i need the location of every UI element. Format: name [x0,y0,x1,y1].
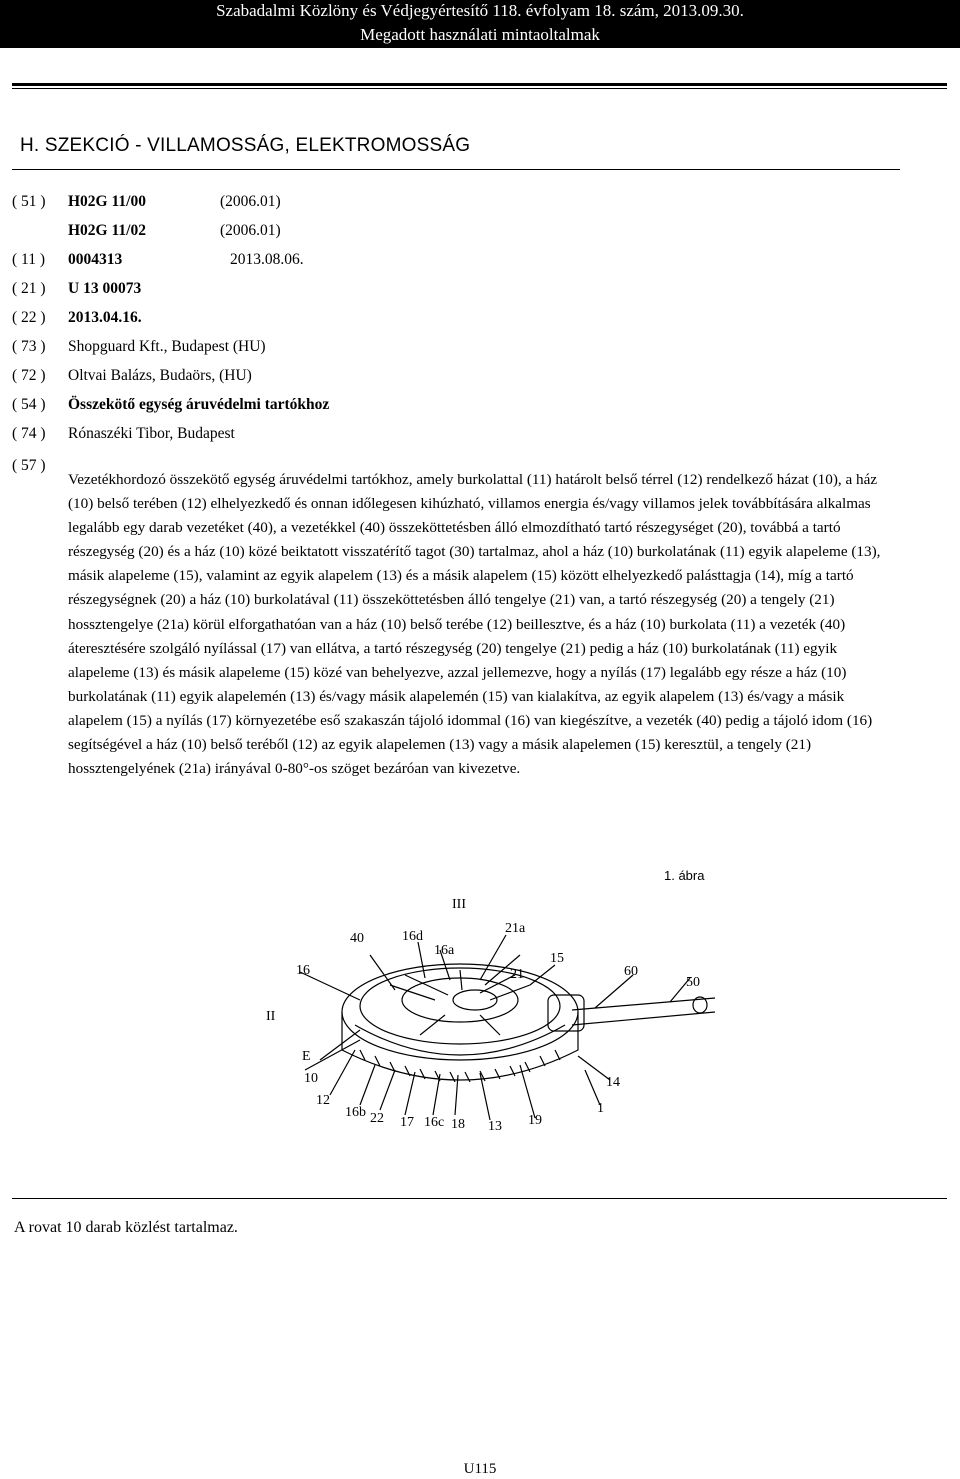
bottom-rule [12,1198,947,1199]
registration-date: 2013.08.06. [230,251,304,268]
representative: Rónaszéki Tibor, Budapest [68,425,235,442]
label-40: 40 [350,931,364,946]
field-code: ( 11 ) [12,251,45,268]
holder: Shopguard Kft., Budapest (HU) [68,338,266,355]
journal-subtitle: Megadott használati mintaoltalmak [360,25,600,44]
field-code: ( 73 ) [12,338,46,355]
footer-note: A rovat 10 darab közlést tartalmaz. [14,1219,238,1236]
field-code: ( 22 ) [12,309,46,326]
label-16c: 16c [424,1115,445,1130]
label-15: 15 [550,951,564,966]
section-title: H. SZEKCIÓ - VILLAMOSSÁG, ELEKTROMOSSÁG [20,135,471,156]
label-14: 14 [606,1075,620,1090]
label-17: 17 [400,1115,414,1130]
field-51-second [12,221,281,241]
label-60: 60 [624,964,638,979]
label-10: 10 [304,1071,318,1086]
label-16d: 16d [402,929,423,944]
title: Összekötő egység áruvédelmi tartókhoz [68,396,330,413]
page-header [0,0,960,48]
field-74 [12,424,235,444]
patent-drawing [200,860,720,1140]
filing-date: 2013.04.16. [68,309,142,326]
label-19: 19 [528,1113,542,1128]
header-rule-thick [12,83,947,86]
field-54 [12,395,330,415]
field-51 [12,192,281,212]
section-rule [12,169,900,170]
label-18: 18 [451,1117,465,1132]
label-III: III [452,897,466,912]
field-code: ( 74 ) [12,425,46,442]
field-code: ( 54 ) [12,396,46,413]
label-12: 12 [316,1093,330,1108]
journal-title: Szabadalmi Közlöny és Védjegyértesítő 118. évfolyam 18. szám, 2013.09.30. [216,1,744,20]
field-code: ( 57 ) [12,457,46,474]
header-rule-thin [12,88,947,89]
label-16: 16 [296,963,310,978]
ipc-class: H02G 11/02 [68,222,146,239]
ipc-version: (2006.01) [220,193,281,210]
label-16a: 16a [434,943,455,958]
figure-caption: 1. ábra [664,868,705,883]
field-72 [12,366,252,386]
field-21 [12,279,142,299]
abstract [68,468,896,781]
label-21: 21 [510,967,524,982]
field-22 [12,308,142,328]
label-E: E [302,1049,311,1064]
ipc-version: (2006.01) [220,222,281,239]
page-number: U115 [463,1461,497,1477]
label-13: 13 [488,1119,502,1134]
housing-inner [360,968,560,1044]
label-1: 1 [597,1101,604,1116]
field-code: ( 21 ) [12,280,46,297]
registration-number: 0004313 [68,251,123,268]
field-57 [12,456,68,476]
label-21a: 21a [505,921,526,936]
label-50: 50 [686,975,700,990]
inventor: Oltvai Balázs, Budaörs, (HU) [68,367,252,384]
field-73 [12,337,266,357]
field-code: ( 72 ) [12,367,46,384]
field-11 [12,250,304,270]
field-code: ( 51 ) [12,193,46,210]
label-16b: 16b [345,1105,366,1120]
label-22: 22 [370,1111,384,1126]
abstract-text: Vezetékhordozó összekötő egység áruvédelmi tartókhoz, amely burkolattal (11) határolt belső térrel (12) rendelkező házat (10), a ház (10) belső terében (12) elhelyezkedő és onnan időlegesen kihúzható, villamos energia és/vagy villamos jelek továbbítására alkalmas legalább egy darab vezetéket (40), a vezetékkel (40) összeköttetésben álló elmozdítható tartó részegységet (20), továbbá a tartó részegység (20) és a ház (10) közé beiktatott visszatérítő tagot (30) tartalmaz, ahol a ház (10) burkolatának (11) egyik alapeleme (13), másik alapeleme (15), valamint az egyik alapelem (13) és a másik alapelem (15) között elhelyezkedő palásttagja (14), míg a tartó részegységnek (20) a ház (10) burkolatával (11) összeköttetésben álló tengelye (21) van, a tartó részegység (20) a tengely (21) hossztengelye (21a) körül elforgathatóan van a ház (10) belső terébe (12) beillesztve, és a ház (10) burkolata (11) a vezeték (40) áteresztésére szolgáló nyílással (17) van ellátva, a tartó részegység (20) tengelye (21) pedig a ház (10) burkolatának (11) egyik alapeleme (13) és másik alapeleme (15) közé van behelyezve, azzal jellemezve, hogy a nyílás (17) legalább egy része a ház (10) burkolatának (11) egyik alapelemén (13) és/vagy másik alapelemén (15) van kialakítva, az egyik alapelem (13) és/vagy a másik alapelem (15) a nyílás (17) környezetébe eső szakaszán tájoló idommal (16) van kiegészítve, a vezeték (40) pedig a tájoló idom (16) segítségével a ház (10) belső teréből (12) az egyik alapelemen (13) vagy a másik alapelemen (15) keresztül, a tengely (21) hossztengelyének (21a) irányával 0-80°-os szöget bezáróan van kivezetve. [68,471,881,778]
label-II: II [266,1009,276,1024]
application-number: U 13 00073 [68,280,142,297]
ipc-class: H02G 11/00 [68,193,146,210]
